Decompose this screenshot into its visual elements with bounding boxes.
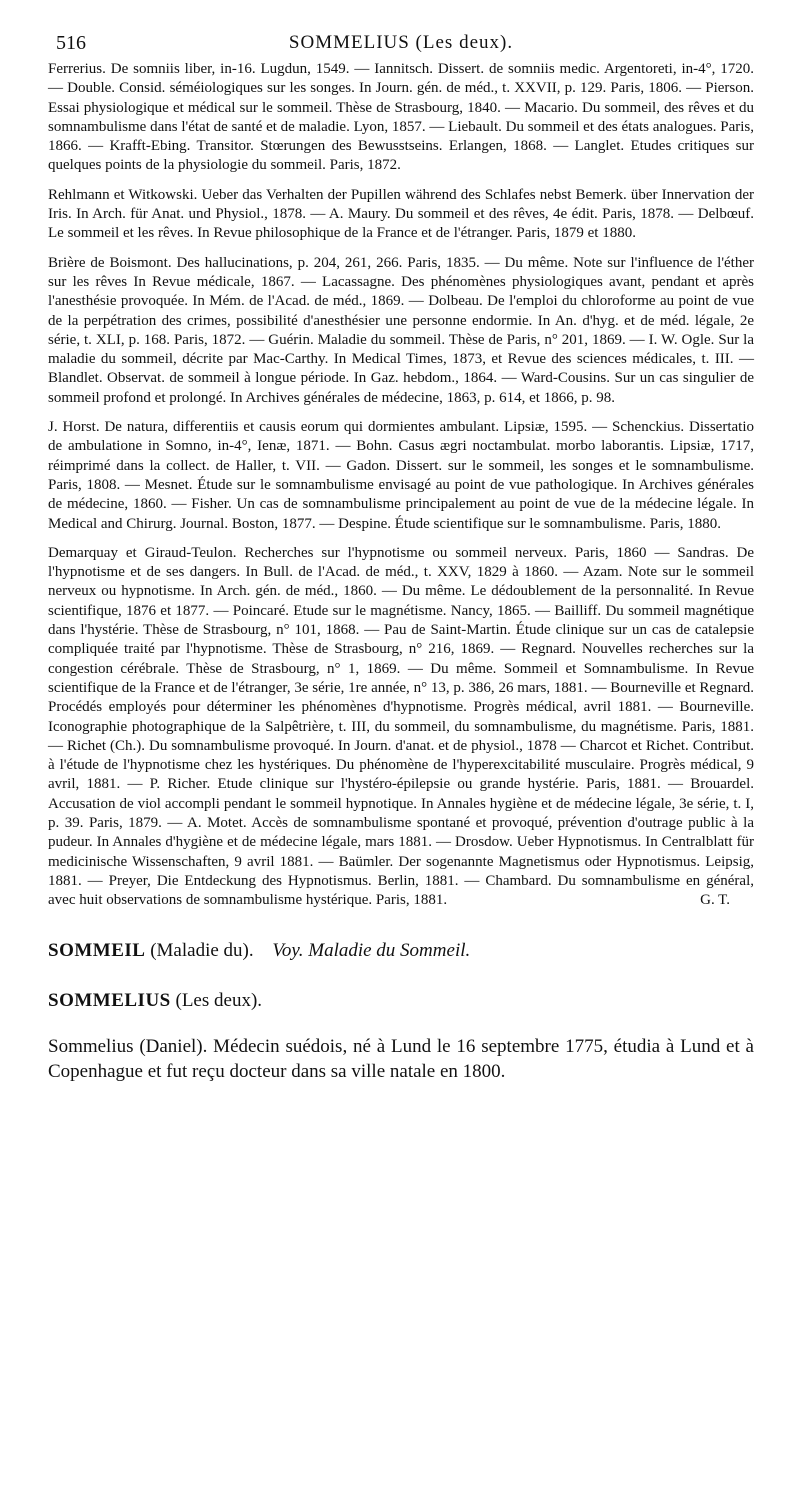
bibliography-text: Demarquay et Giraud-Teulon. Recherches sur l'hypnotisme ou sommeil nerveux. Paris, 1860 — Sandras. De l'hypnotisme et de ses dangers. In Bull. de l'Acad. de méd., t. XXV, 1829 à 1860. — Azam. Note sur le sommeil nerveux ou hypnotisme. In Arch. gén. de méd., 1860. — Du même. Le dédoublement de la personnalité. In Revue scientifique, 1876 et 1877. — Poincaré. Etude sur le magnétisme. Nancy, 1865. — Bailliff. Du sommeil magnétique dans l'hystérie. Thèse de Strasbourg, n° 101, 1868. — Pau de Saint-Martin. Étude clinique sur un cas de catalepsie compliquée traité par l'hypnotisme. Thèse de Strasbourg, n° 216, 1869. — Regnard. Nouvelles recherches sur la congestion cérébrale. Thèse de Strasbourg, n° 1, 1869. — Du même. Sommeil et Somnambulisme. In Revue scientifique de la France et de l'étranger, 3e série, 1re année, n° 13, p. 386, 26 mars, 1881. — Bourneville et Regnard. Procédés employés pour déterminer les phénomènes d'hypnotisme. Progrès médical, avril 1881. — Bourneville. Iconographie photographique de la Salpêtrière, t. III, du sommeil, du somnambulisme, du magnétisme. Paris, 1881. — Richet (Ch.). Du somnambulisme provoqué. In Journ. d'anat. et de physiol., 1878 — Charcot et Richet. Contribut. à l'étude de l'hypnotisme chez les hystériques. Du phénomène de l'hyperexcitabilité musculaire. Progrès médical, 9 avril, 1881. — P. Richer. Etude clinique sur l'hystéro-épilepsie ou grande hystérie. Paris, 1881. — Brouardel. Accusation de viol accompli pendant le sommeil hypnotique. In Annales hygiène et de médecine légale, 3e série, t. I, p. 39. Paris, 1879. — A. Motet. Accès de somnambulisme spontané et provoqué, prévention d'outrage public à la pudeur. In Annales d'hygiène et de médecine légale, mars 1881. — Drosdow. Ueber Hypnotismus. In Centralblatt für medicinische Wissenschaften, 9 avril 1881. — Baümler. Der sogenannte Magnetismus oder Hypnotismus. Leipsig, 1881. — Preyer, Die Entdeckung des Hypnotismus. Berlin, 1881. — Chambard. Du somnambulisme en général, avec huit observations de somnambulisme hystérique. Paris, 1881. [48, 544, 754, 909]
entry-qualifier: (Maladie du). [150, 940, 254, 962]
bibliography-paragraph: Ferrerius. De somniis liber, in-16. Lugdun, 1549. — Iannitsch. Dissert. de somniis medic. Argentoreti, in-4°, 1720. — Double. Consid. séméiologiques sur les songes. In Journ. gén. de méd., t. XXVII, p. 129. Paris, 1806. — Pierson. Essai physiologique et médical sur le sommeil. Thèse de Strasbourg, 1840. — Macario. Du sommeil, des rêves et du somnambulisme dans l'état de santé et de maladie. Lyon, 1857. — Liebault. Du sommeil et des états analogues. Paris, 1866. — Krafft-Ebing. Transitor. Stœrungen des Bewusstseins. Erlangen, 1868. — Langlet. Etudes critiques sur quelques points de la physiologie du sommeil. Paris, 1872. [48, 61, 754, 174]
bibliography-paragraph: Rehlmann et Witkowski. Ueber das Verhalten der Pupillen während des Schlafes nebst Bemerk. über Innervation der Iris. In Arch. für Anat. und Physiol., 1878. — A. Maury. Du sommeil et des rêves, 4e édit. Paris, 1878. — Delbœuf. Le sommeil et les rêves. In Revue philosophique de la France et de l'étranger. Paris, 1879 et 1880. [48, 186, 754, 242]
entry-sommelius [48, 990, 754, 1012]
page-number: 516 [56, 32, 86, 54]
author-signature: G. T. [700, 892, 730, 909]
entry-sommeil [48, 940, 754, 962]
bibliography-paragraph [48, 544, 754, 911]
entry-headword: SOMMELIUS [48, 990, 171, 1012]
bibliography-paragraph: J. Horst. De natura, differentiis et causis eorum qui dormientes ambulant. Lipsiæ, 1595. — Schenckius. Dissertatio de ambulatione in Somno, in-4°, Ienæ, 1871. — Bohn. Casus ægri noctambulat. morbo laborantis. Lipsiæ, 1717, réimprimé dans la collect. de Haller, t. VII. — Gadon. Dissert. sur le sommeil, les songes et le somnambulisme. Paris, 1808. — Mesnet. Étude sur le somnambulisme envisagé au point de vue pathologique. In Archives générales de médecine, 1860. — Fisher. Un cas de somnambulisme principalement au point de vue de la médecine légale. In Medical and Chirurg. Journal. Boston, 1877. — Despine. Étude scientifique sur le somnambulisme. Paris, 1880. [48, 419, 754, 532]
entry-crossref: Voy. Maladie du Sommeil. [272, 940, 471, 962]
entry-headword: SOMMEIL [48, 940, 146, 962]
entry-qualifier: (Les deux). [175, 990, 263, 1012]
bibliography-paragraph: Brière de Boismont. Des hallucinations, p. 204, 261, 266. Paris, 1835. — Du même. Note sur l'influence de l'éther sur les rêves In Revue médicale, 1867. — Lacassagne. Des phénomènes physiologiques avant, pendant et après l'anesthésie provoquée. In Mém. de l'Acad. de méd., 1869. — Dolbeau. De l'emploi du chloroforme au point de vue de la perpétration des crimes, possibilité d'anesthésier une personne endormie. In An. d'hyg. et de méd. légale, 2e série, t. XLI, p. 168. Paris, 1872. — Guérin. Maladie du sommeil. Thèse de Paris, n° 201, 1869. — I. W. Ogle. Sur la maladie du sommeil, décrite par Mac-Carthy. In Medical Times, 1873, et Revue des sciences médicales, t. III. — Blandlet. Observat. de sommeil à longue période. In Gaz. hebdom., 1864. — Ward-Cousins. Sur un cas singulier de sommeil profond et prolongé. In Archives générales de médecine, 1863, p. 614, et 1866, p. 98. [48, 254, 754, 406]
biography-paragraph: Sommelius (Daniel). Médecin suédois, né à Lund le 16 septembre 1775, étudia à Lund et à Copenhague et fut reçu docteur dans sa ville natale en 1800. [48, 1036, 754, 1083]
running-head: SOMMELIUS (Les deux). [288, 32, 514, 53]
page-header [48, 26, 754, 60]
